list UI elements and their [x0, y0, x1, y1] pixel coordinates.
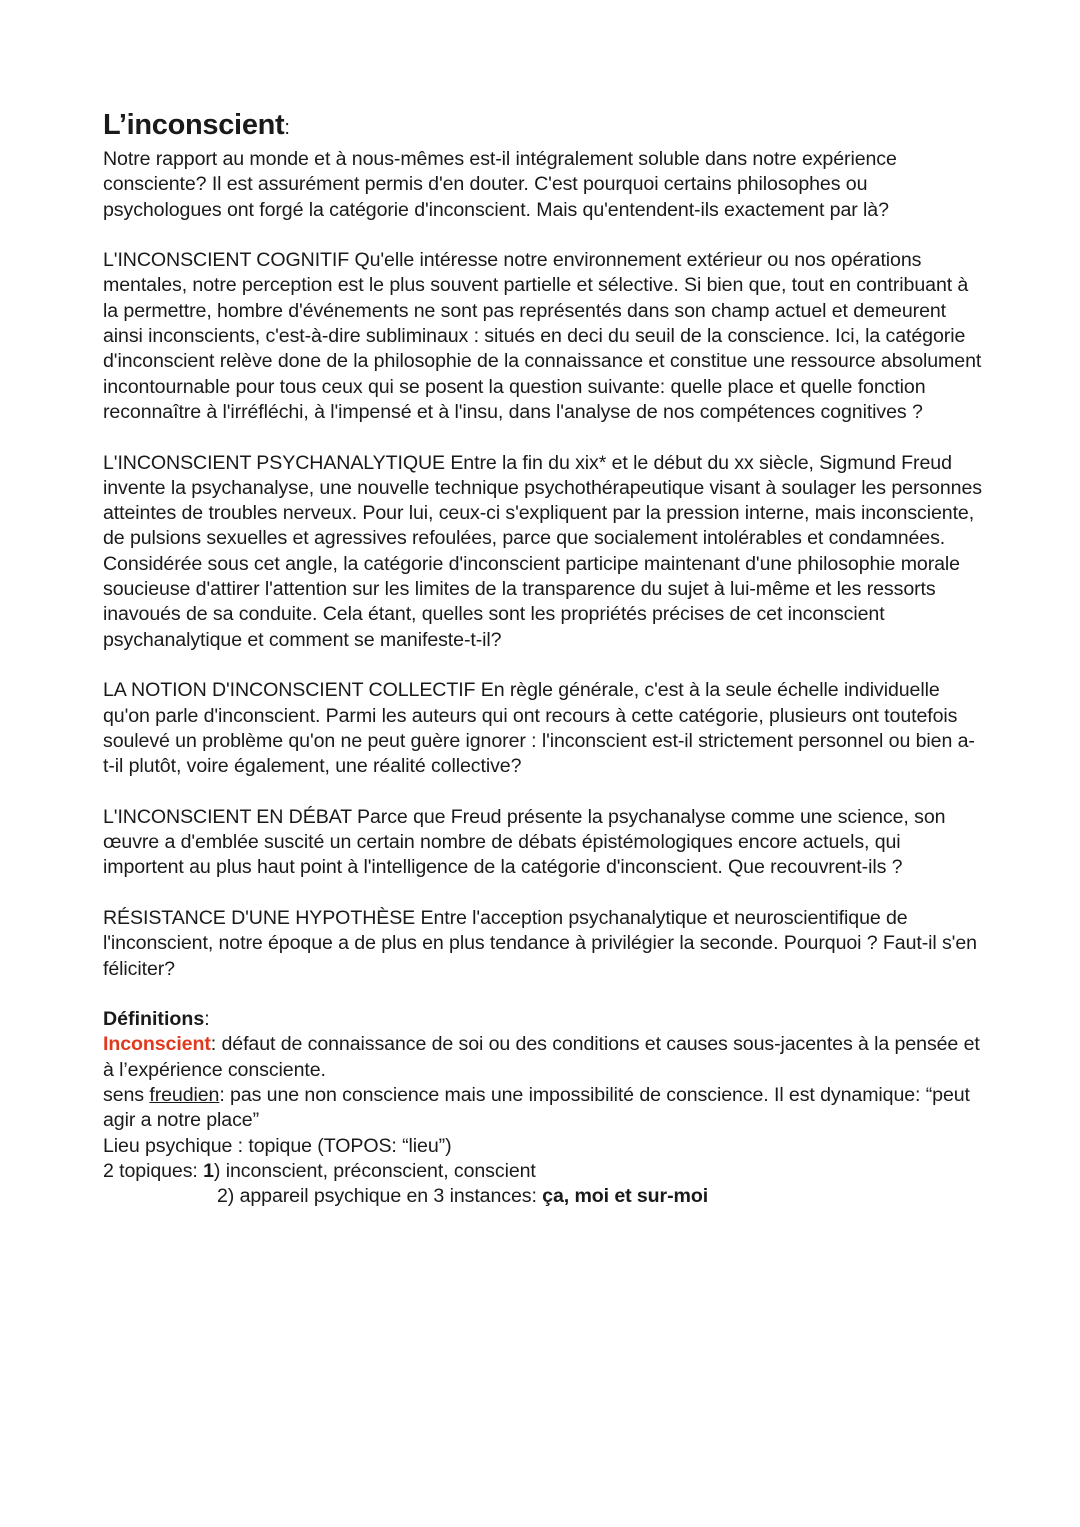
title-text: L’inconscient	[103, 109, 285, 141]
topique-1-number: 1	[203, 1159, 214, 1182]
topiques-line-1	[103, 1159, 983, 1184]
freud-word: freudien	[149, 1083, 220, 1106]
title-colon: :	[284, 117, 290, 139]
section-inconscient-cognitif: L'INCONSCIENT COGNITIF Qu'elle intéresse notre environnement extérieur ou nos opérations mentales, notre perception est le plus souvent partielle et sélective. Si bien que, tout en contribuant à la permettre, hombre d'événements ne sont pas représentés dans son champ actuel et demeurent ainsi inconscients, c'est-à-dire subliminaux : situés en deci du seuil de la conscience. Ici, la catégorie d'inconscient relève done de la philosophie de la connaissance et constitue une ressource absolument incontournable pour tous ceux qui se posent la question suivante: quelle place et quelle fonction reconnaître à l'irréfléchi, à l'impensé et à l'insu, dans l'analyse de nos compétences cognitives ?	[103, 249, 982, 423]
freud-text: : pas une non conscience mais une impossibilité de conscience. Il est dynamique: “peut agir a notre place”	[103, 1083, 970, 1132]
document-title	[103, 108, 983, 145]
definitions-heading	[103, 1007, 983, 1032]
definitions-block	[103, 1007, 983, 1209]
definition-freudien	[103, 1083, 983, 1134]
term-inconscient: Inconscient	[103, 1033, 211, 1056]
lieu-psychique: Lieu psychique : topique (TOPOS: “lieu”)	[103, 1134, 452, 1157]
section-inconscient-psychanalytique: L'INCONSCIENT PSYCHANALYTIQUE Entre la fin du xix* et le début du xx siècle, Sigmund Freud invente la psychanalyse, une nouvelle technique psychothérapeutique visant à soulager les personnes atteintes de troubles nerveux. Pour lui, ceux-ci s'expliquent par la pression interne, mais inconsciente, de pulsions sexuelles et agressives refoulées, parce que socialement intolérables et condamnées. Considérée sous cet angle, la catégorie d'inconscient participe maintenant d'une philosophie morale soucieuse d'attirer l'attention sur les limites de la transparence du sujet à lui-même et les ressorts inavoués de sa conduite. Cela étant, quelles sont les propriétés précises de cet inconscient psychanalytique et comment se manifeste-t-il?	[103, 451, 982, 651]
intro-paragraph: Notre rapport au monde et à nous-mêmes est-il intégralement soluble dans notre expérience consciente? Il est assurément permis d'en douter. C'est pourquoi certains philosophes ou psychologues ont forgé la catégorie d'inconscient. Mais qu'entendent-ils exactement par là?	[103, 148, 897, 221]
topiques-line-2	[103, 1184, 983, 1209]
topique-2-instances: ça, moi et sur-moi	[542, 1185, 709, 1208]
section-inconscient-en-debat: L'INCONSCIENT EN DÉBAT Parce que Freud présente la psychanalyse comme une science, son œuvre a d'emblée suscité un certain nombre de débats épistémologiques encore actuels, qui importent au plus haut point à l'intelligence de la catégorie d'inconscient. Que recouvrent-ils ?	[103, 805, 946, 879]
section-inconscient-collectif: LA NOTION D'INCONSCIENT COLLECTIF En règle générale, c'est à la seule échelle individuelle qu'on parle d'inconscient. Parmi les auteurs qui ont recours à cette catégorie, plusieurs ont toutefois soulevé un problème qu'on ne peut guère ignorer : l'inconscient est-il strictement personnel ou bien a-t-il plutôt, voire également, une réalité collective?	[103, 679, 975, 778]
definitions-heading-text: Définitions	[103, 1008, 205, 1031]
freud-prefix: sens	[103, 1083, 150, 1106]
topiques-prefix: 2 topiques:	[103, 1159, 204, 1182]
term-inconscient-definition: : défaut de connaissance de soi ou des conditions et causes sous-jacentes à la pensée et à l’expérience consciente.	[103, 1033, 980, 1081]
definitions-heading-colon: :	[204, 1008, 210, 1031]
topique-1-text: ) inconscient, préconscient, conscient	[213, 1159, 536, 1182]
section-resistance-hypothese: RÉSISTANCE D'UNE HYPOTHÈSE Entre l'acception psychanalytique et neuroscientifique de l'inconscient, notre époque a de plus en plus tendance à privilégier la seconde. Pourquoi ? Faut-il s'en féliciter?	[103, 906, 977, 980]
definition-inconscient	[103, 1032, 983, 1083]
document-page	[103, 108, 983, 1209]
topique-2-prefix: 2) appareil psychique en 3 instances:	[217, 1185, 543, 1208]
